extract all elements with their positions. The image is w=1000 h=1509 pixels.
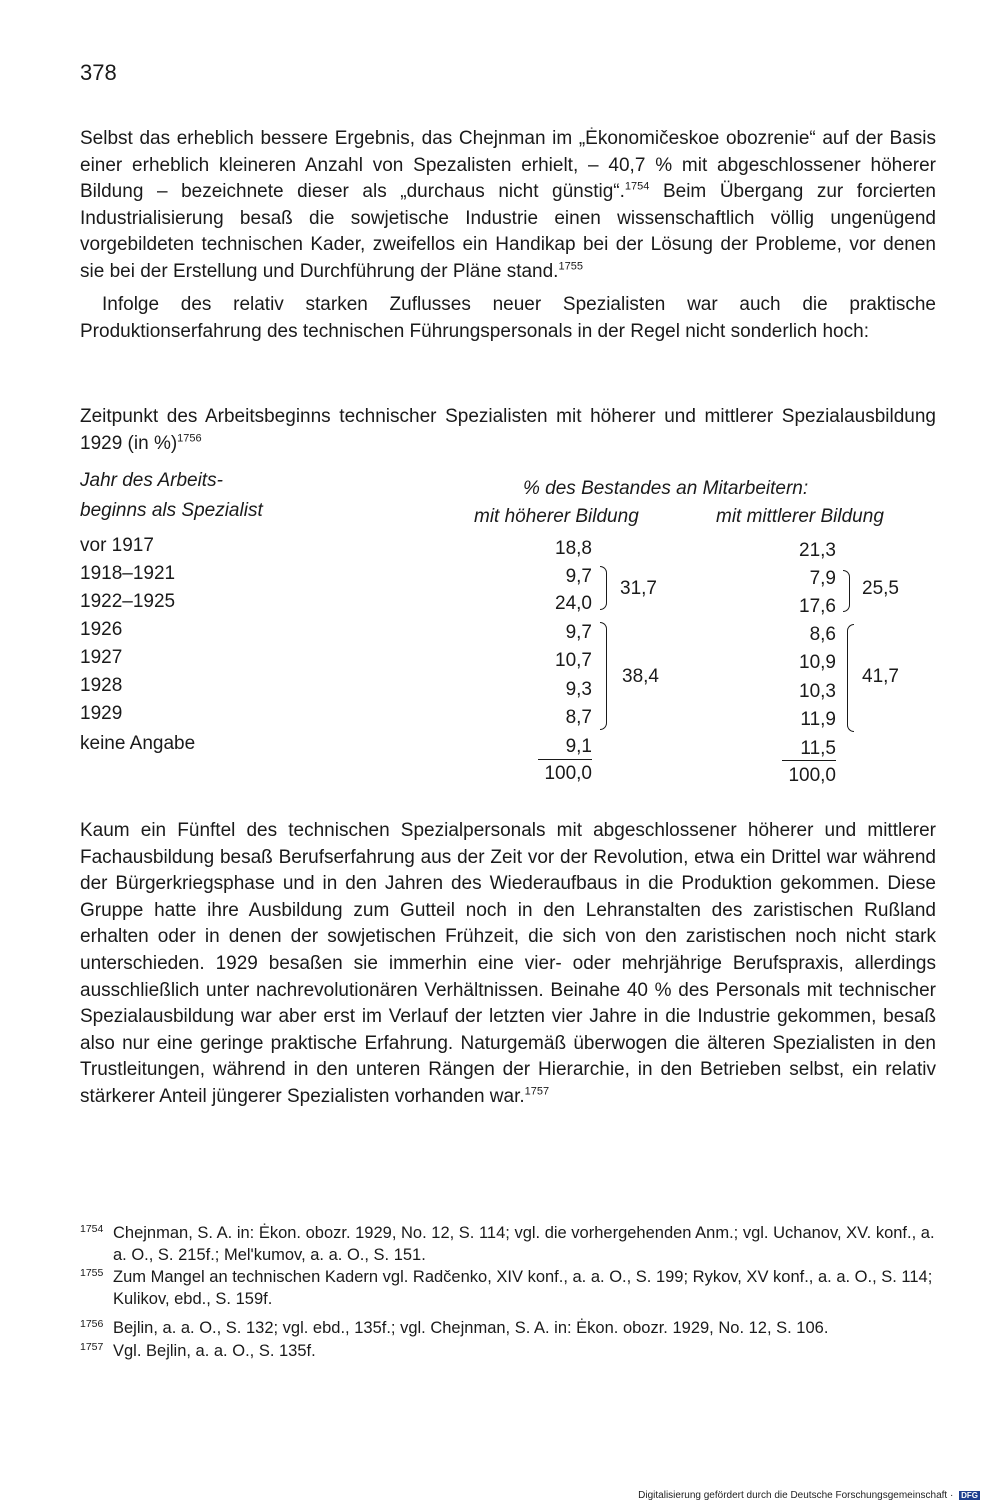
footnote-number: 1754 (80, 1223, 104, 1235)
table-header-year-2: beginns als Spezialist (80, 500, 263, 521)
brace-mittel-2 (847, 624, 854, 732)
footnote-text: Zum Mangel an technischen Kadern vgl. Radčenko, XIV konf., a. a. O., S. 199; Rykov, XV konf., a. a. O., S. 114; Kulikov, ebd., S. 159f. (113, 1268, 933, 1308)
table-header-hoeher: mit höherer Bildung (474, 506, 639, 527)
footnote-1755 (80, 1266, 936, 1310)
table-hoeher-cell: 24,0 (555, 593, 592, 614)
table-mittel-cell: 10,3 (799, 681, 836, 702)
paragraph-2 (80, 292, 936, 345)
paragraph-2-text: Infolge des relativ starken Zuflusses neuer Spezialisten war auch die praktische Produktionserfahrung des technischen Führungspersonals in der Regel nicht sonderlich hoch: (80, 294, 936, 342)
table-year-cell: vor 1917 (80, 535, 154, 556)
paragraph-3-text: Kaum ein Fünftel des technischen Spezialpersonals mit abgeschlossener höherer und mittlerer Fachausbildung besaß Berufserfahrung aus der Zeit vor der Revolution, etwa ein Drittel war während der Bürgerkriegsphase und in den Jahren des Wiederaufbaus in die Produktion gekommen. Diese Gruppe hatte ihre Ausbildung zum Gutteil noch in den Lehranstalten des zaristischen Rußland erhalten oder in denen der sowjetischen Frühzeit, die sich von den zaristischen noch nicht stark unterschieden. 1929 besaßen sie immerhin eine vier- oder mehrjährige Berufspraxis, allerdings ausschließlich unter nachrevolutionären Verhältnissen. Beinahe 40 % des Personals mit technischer Spezialausbildung war aber erst im Verlauf der letzten vier Jahre in die Industrie gekommen, besaß also nur eine geringe praktische Erfahrung. Naturgemäß überwogen die älteren Spezialisten in den Trustleitungen, während in den unteren Rängen der Hierarchie, in den Betrieben selbst, ein relativ stärkerer Anteil jüngerer Spezialisten vorhanden war. (80, 820, 936, 1107)
footnote-1756 (80, 1317, 936, 1339)
table-year-cell: keine Angabe (80, 733, 196, 754)
paragraph-1-text-b: Beim Übergang zur forcierten Industrialisierung besaß die sowjetische Industrie einen wissenschaftlich völlig ungenügend vorgebildeten technischen Kader, zweifellos ein Handikap bei der Lösung der Probleme, vor denen sie bei der Erstellung und Durchführung der Pläne stand. (80, 181, 937, 282)
table-caption-text: Zeitpunkt des Arbeitsbeginns technischer Spezialisten mit höherer und mittlerer Spezialausbildung 1929 (in %) (80, 406, 936, 454)
page-number: 378 (80, 60, 117, 85)
table-hoeher-cell: 9,7 (565, 566, 592, 587)
table-header-mittel: mit mittlerer Bildung (716, 506, 884, 527)
table-year-cell: 1928 (80, 675, 123, 696)
dfg-logo-icon: DFG (961, 1490, 978, 1500)
brace-hoeher-1 (600, 566, 607, 610)
table-year-cell: 1927 (80, 647, 123, 668)
table-year-cell: 1918–1921 (80, 563, 176, 584)
footnote-1754 (80, 1222, 936, 1266)
table-year-cell: 1929 (80, 703, 123, 724)
footnote-ref-1756[interactable]: 1756 (177, 432, 202, 445)
table-mittel-cell: 8,6 (809, 624, 836, 645)
table-sum-rule-mittel (782, 760, 836, 761)
digitization-credit-text: Digitalisierung gefördert durch die Deutsche Forschungsgemeinschaft · (638, 1490, 954, 1501)
footnote-ref-1754[interactable]: 1754 (624, 180, 650, 193)
table-hoeher-cell: 9,1 (565, 736, 592, 757)
footnote-text: Bejlin, a. a. O., S. 132; vgl. ebd., 135f.; vgl. Chejnman, S. A. in: Ėkon. obozr. 1929, No. 12, S. 106. (113, 1319, 829, 1337)
paragraph-3 (80, 818, 936, 1111)
table-total-mittel: 100,0 (788, 765, 836, 786)
table-mittel-cell: 11,5 (800, 738, 836, 759)
table-hoeher-cell: 10,7 (555, 650, 592, 671)
table-hoeher-cell: 8,7 (565, 707, 592, 728)
table-hoeher-cell: 18,8 (555, 538, 592, 559)
table-sum-rule-hoeher (538, 759, 592, 760)
table-group-1-hoeher: 31,7 (620, 578, 657, 599)
table-year-cell: 1922–1925 (80, 591, 176, 612)
table-caption (80, 404, 936, 457)
paragraph-1-text-a: Selbst das erheblich bessere Ergebnis, das Chejnman im „Ėkonomičeskoe obozrenie“ auf der Basis einer erheblich kleineren Anzahl von Spezalisten erhielt, – 40,7 % mit abgeschlossener höherer Bildung – bezeichnete dieser als „durchaus nicht günstig“. (80, 128, 936, 203)
table-header-group: % des Bestandes an Mitarbeitern: (523, 478, 809, 499)
table-year-cell: 1926 (80, 619, 123, 640)
footnote-text: Vgl. Bejlin, a. a. O., S. 135f. (113, 1342, 316, 1360)
footnote-number: 1755 (80, 1267, 104, 1279)
table-mittel-cell: 7,9 (809, 568, 836, 589)
table-hoeher-cell: 9,7 (565, 622, 592, 643)
table-mittel-cell: 21,3 (799, 540, 836, 561)
footnote-text: Chejnman, S. A. in: Ėkon. obozr. 1929, No. 12, S. 114; vgl. die vorhergehenden Anm.; vgl. Uchanov, XV. konf., a. a. O., S. 215f.; Mel'kumov, a. a. O., S. 151. (113, 1224, 935, 1264)
table-hoeher-cell: 9,3 (565, 679, 592, 700)
table-group-2-hoeher: 38,4 (622, 666, 659, 687)
table-group-2-mittel: 41,7 (862, 666, 899, 687)
footnote-number: 1757 (80, 1341, 104, 1353)
table-mittel-cell: 17,6 (799, 596, 836, 617)
brace-mittel-1 (843, 570, 850, 612)
brace-hoeher-2 (600, 622, 607, 730)
table-mittel-cell: 10,9 (799, 652, 836, 673)
paragraph-1 (80, 126, 936, 286)
table-header-year-1: Jahr des Arbeits- (80, 470, 223, 491)
footnote-ref-1755[interactable]: 1755 (558, 260, 583, 273)
table-group-1-mittel: 25,5 (862, 578, 899, 599)
table-mittel-cell: 11,9 (800, 709, 836, 730)
footnote-number: 1756 (80, 1318, 104, 1330)
digitization-credit (638, 1490, 980, 1501)
footnote-ref-1757[interactable]: 1757 (524, 1085, 550, 1098)
footnote-1757 (80, 1340, 936, 1362)
table-total-hoeher: 100,0 (544, 763, 592, 784)
